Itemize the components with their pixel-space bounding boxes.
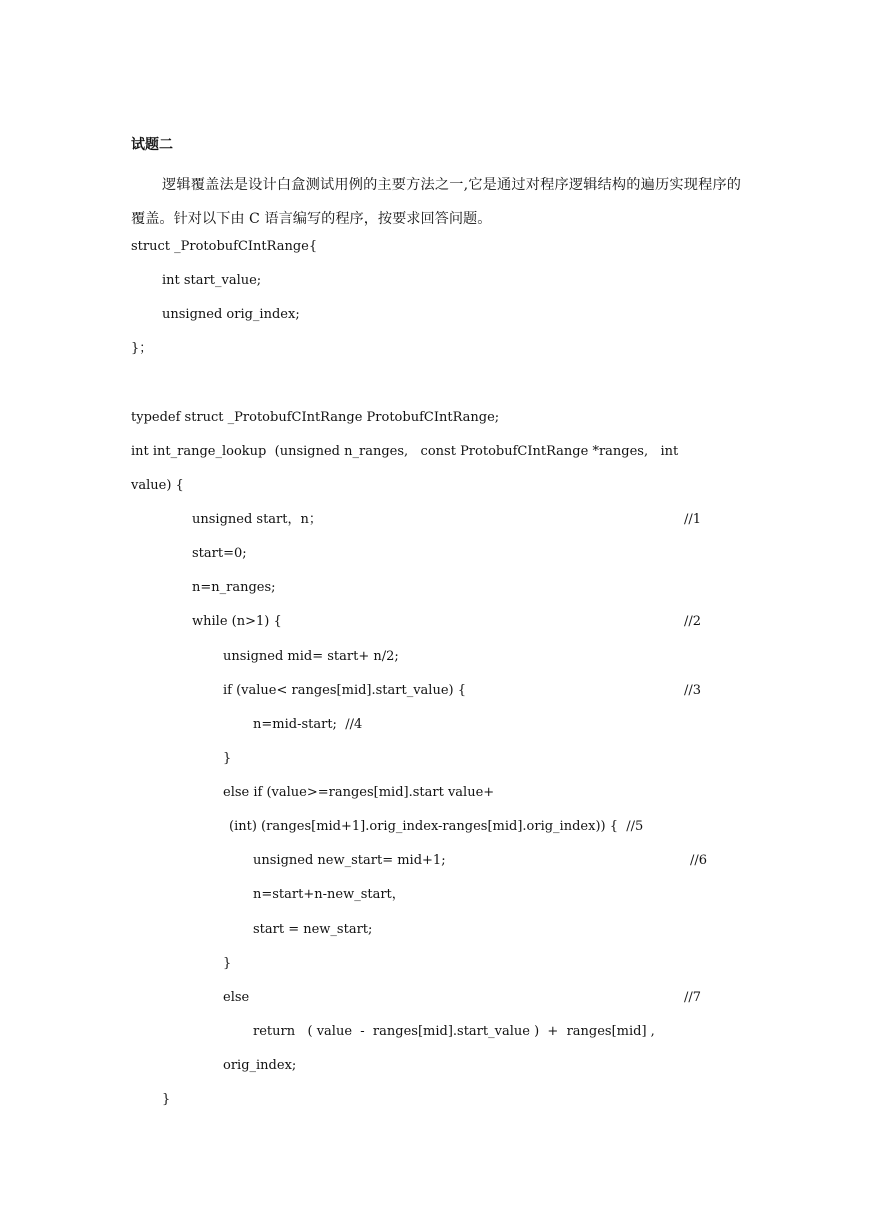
code-line: value) { (131, 478, 184, 493)
code-line: start = new_start; (253, 922, 373, 937)
code-line: int int_range_lookup (unsigned n_ranges, const ProtobufCIntRange *ranges, int (131, 444, 679, 459)
line-comment: //7 (684, 990, 702, 1005)
code-line: int start_value; (162, 273, 262, 288)
code-line: orig_index; (223, 1058, 297, 1073)
code-line: } (162, 1092, 171, 1107)
code-line: }； (131, 341, 153, 356)
code-line: unsigned orig_index; (162, 307, 300, 322)
code-line: return ( value - ranges[mid].start_value ) + ranges[mid] , (253, 1024, 655, 1039)
code-line: start=0; (192, 546, 247, 561)
code-line: else if (value>=ranges[mid].start value+ (223, 785, 495, 800)
code-line: n=start+n-new_start， (253, 887, 405, 902)
code-line: } (223, 956, 232, 971)
code-line: unsigned mid= start+ n/2; (223, 649, 399, 664)
code-line: typedef struct _ProtobufCIntRange ProtobufCIntRange; (131, 410, 500, 425)
line-comment: //3 (684, 683, 702, 698)
code-line: unsigned start，n； (192, 512, 322, 527)
line-comment: //6 (690, 853, 708, 868)
code-line: n=mid-start; //4 (253, 717, 363, 732)
line-comment: //2 (684, 614, 702, 629)
code-line: } (223, 751, 232, 766)
code-line: else (223, 990, 250, 1005)
intro-paragraph: 逻辑覆盖法是设计白盒测试用例的主要方法之一,它是通过对程序逻辑结构的遍历实现程序的覆盖。针对以下由 C 语言编写的程序，按要求回答问题。 (131, 177, 741, 227)
code-line: struct _ProtobufCIntRange{ (131, 239, 318, 254)
code-line: n=n_ranges; (192, 580, 276, 595)
code-line: while (n>1) { (192, 614, 282, 629)
code-line: if (value< ranges[mid].start_value) { (223, 683, 467, 698)
code-line: (int) (ranges[mid+1].orig_index-ranges[mid].orig_index)) { //5 (229, 819, 644, 834)
code-line: unsigned new_start= mid+1; (253, 853, 446, 868)
question-title: 试题二 (131, 137, 173, 153)
line-comment: //1 (684, 512, 702, 527)
